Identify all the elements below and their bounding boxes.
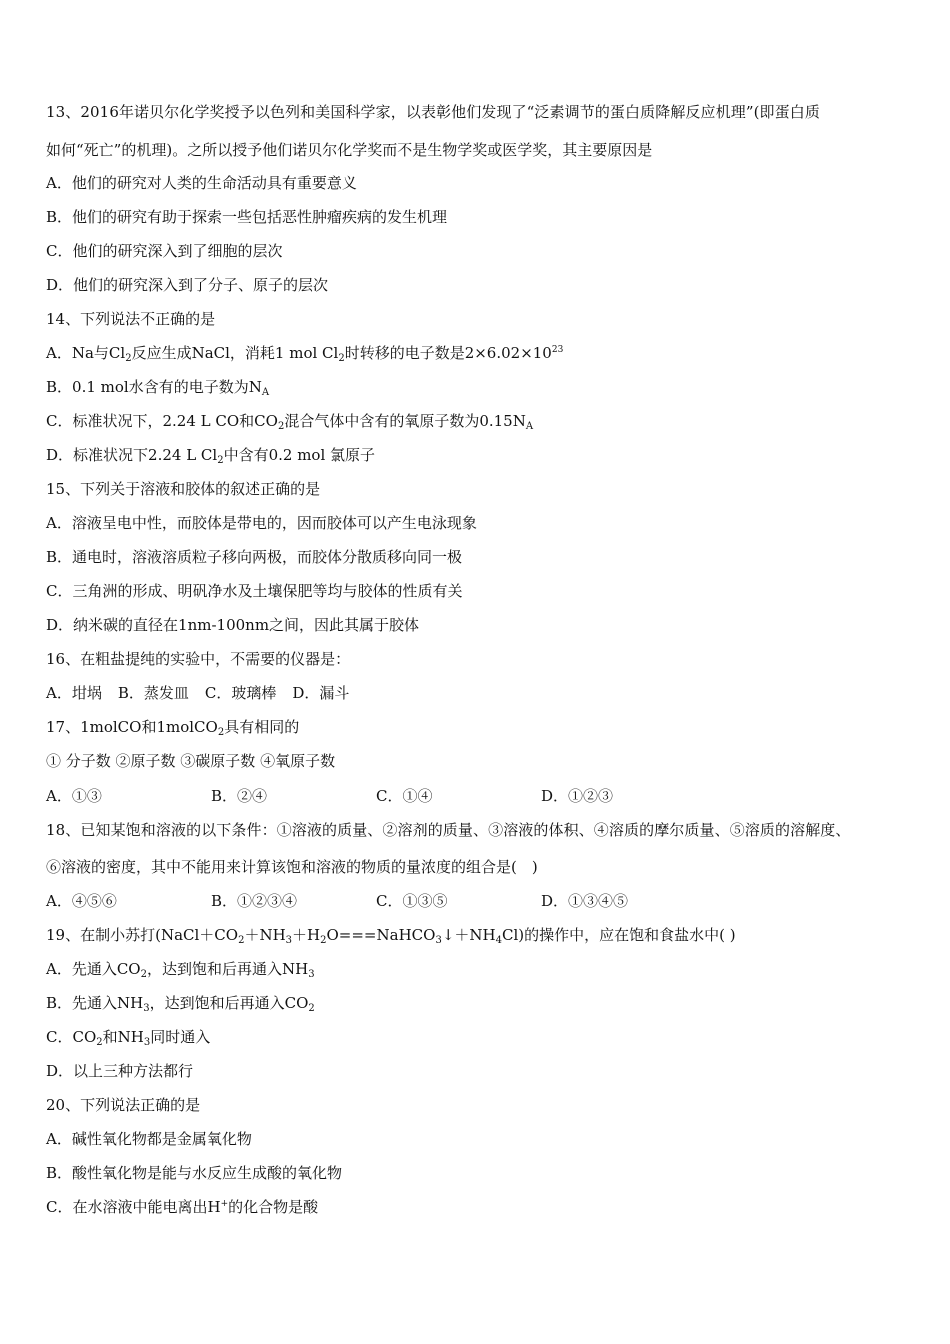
text-run: 和NH [102,1028,144,1046]
text-run: A．先通入CO [46,960,141,978]
text-run: 同时通入 [150,1028,211,1046]
text-run: ＋H [292,926,321,944]
q17-options [46,786,914,806]
q16-option-d: D．漏斗 [292,684,350,702]
q18-options [46,891,914,911]
q15-option-b: B．通电时，溶液溶质粒子移向两极，而胶体分散质移向同一极 [46,548,463,566]
text-run: B．0.1 mol水含有的电子数为N [46,378,262,396]
text-run: 时转移的电子数是2×6.02×10 [344,344,552,362]
q13-stem-line2: 如何“死亡”的机理)。之所以授予他们诺贝尔化学奖而不是生物学奖或医学奖，其主要原因是 [46,141,653,159]
text-run: 反应生成NaCl，消耗1 mol Cl [131,344,339,362]
q14-option-b [46,377,914,397]
q19-option-a [46,959,914,979]
q16-stem: 16、在粗盐提纯的实验中，不需要的仪器是： [46,650,351,668]
q19-option-b [46,993,914,1013]
subscript: 3 [308,969,315,980]
q20-stem: 20、下列说法正确的是 [46,1096,201,1114]
q19-option-c [46,1027,914,1047]
q14-option-a [46,343,914,363]
subscript: 3 [143,1037,151,1048]
q13-stem-line1: 13、2016年诺贝尔化学奖授予以色列和美国科学家，以表彰他们发现了“泛素调节的蛋白质降解反应机理”(即蛋白质 [46,103,820,121]
q20-option-b: B．酸性氧化物是能与水反应生成酸的氧化物 [46,1164,343,1182]
superscript: + [220,1199,229,1209]
text-run: ↓＋NH [441,926,496,944]
q15-option-d: D．纳米碳的直径在1nm-100nm之间，因此其属于胶体 [46,616,420,634]
q14-option-c [46,411,914,431]
q18-option-a: A．④⑤⑥ [46,892,117,910]
text-run: ＋NH [244,926,286,944]
q18-stem-line2: ⑥溶液的密度，其中不能用来计算该饱和溶液的物质的量浓度的组合是( ) [46,858,538,876]
q17-stem [46,717,914,737]
q17-option-b: B．②④ [211,787,268,805]
subscript: A [525,421,534,432]
subscript: 2 [277,421,285,432]
text-run: ，达到饱和后再通入CO [149,994,309,1012]
q19-stem [46,925,914,945]
subscript: 3 [435,935,442,946]
subscript: 2 [217,727,225,738]
q14-stem: 14、下列说法不正确的是 [46,310,216,328]
q15-option-c: C．三角洲的形成、明矾净水及土壤保肥等均与胶体的性质有关 [46,582,463,600]
superscript: 23 [551,345,564,355]
subscript: 3 [285,935,293,946]
text-run: C．标准状况下，2.24 L CO和CO [46,412,278,430]
text-run: B．先通入NH [46,994,144,1012]
q19-option-d: D．以上三种方法都行 [46,1062,194,1080]
q15-option-a: A．溶液呈电中性，而胶体是带电的，因而胶体可以产生电泳现象 [46,514,477,532]
text-run: 17、1molCO和1molCO [46,718,218,736]
q17-option-d: D．①②③ [541,787,614,805]
q20-option-c [46,1197,914,1217]
text-run: C．CO [46,1028,97,1046]
subscript: 2 [96,1037,103,1048]
q18-option-d: D．①③④⑤ [541,892,629,910]
text-run: 具有相同的 [224,718,300,736]
subscript: A [261,387,270,398]
text-run: ，达到饱和后再通入NH [146,960,309,978]
q20-option-a: A．碱性氧化物都是金属氧化物 [46,1130,252,1148]
q18-stem-line1: 18、已知某饱和溶液的以下条件：①溶液的质量、②溶剂的质量、③溶液的体积、④溶质的摩尔质量、⑤溶质的溶解度、 [46,821,851,839]
q16-option-b: B．蒸发皿 [117,684,189,702]
q18-option-b: B．①②③④ [211,892,298,910]
subscript: 2 [320,935,327,946]
q17-choices: ① 分子数 ②原子数 ③碳原子数 ④氧原子数 [46,752,336,770]
text-run: C．在水溶液中能电离出H [46,1198,221,1216]
text-run: A．Na与Cl [46,344,126,362]
subscript: 3 [143,1003,150,1014]
text-run: 中含有0.2 mol 氯原子 [223,446,376,464]
q15-stem: 15、下列关于溶液和胶体的叙述正确的是 [46,480,321,498]
q13-option-b: B．他们的研究有助于探索一些包括恶性肿瘤疾病的发生机理 [46,208,448,226]
q13-option-d: D．他们的研究深入到了分子、原子的层次 [46,276,329,294]
subscript: 2 [217,455,224,466]
q17-option-a: A．①③ [46,787,102,805]
q18-option-c: C．①③⑤ [376,892,448,910]
q14-option-d [46,445,914,465]
text-run: 的化合物是酸 [228,1198,319,1216]
subscript: 2 [125,353,132,364]
text-run: 19、在制小苏打(NaCl＋CO [46,926,239,944]
text-run: Cl)的操作中，应在饱和食盐水中( ) [501,926,736,944]
text-run: 混合气体中含有的氧原子数为0.15N [284,412,526,430]
q13-option-c: C．他们的研究深入到了细胞的层次 [46,242,283,260]
subscript: 4 [495,935,502,946]
q13-option-a: A．他们的研究对人类的生命活动具有重要意义 [46,174,357,192]
q16-option-c: C．玻璃棒 [204,684,277,702]
subscript: 2 [238,935,245,946]
q16-options [46,683,914,703]
subscript: 2 [140,969,147,980]
q16-option-a: A．坩埚 [46,684,102,702]
subscript: 2 [338,353,345,364]
text-run: O===NaHCO [326,926,436,944]
q17-option-c: C．①④ [376,787,433,805]
text-run: D．标准状况下2.24 L Cl [46,446,218,464]
subscript: 2 [308,1003,315,1014]
